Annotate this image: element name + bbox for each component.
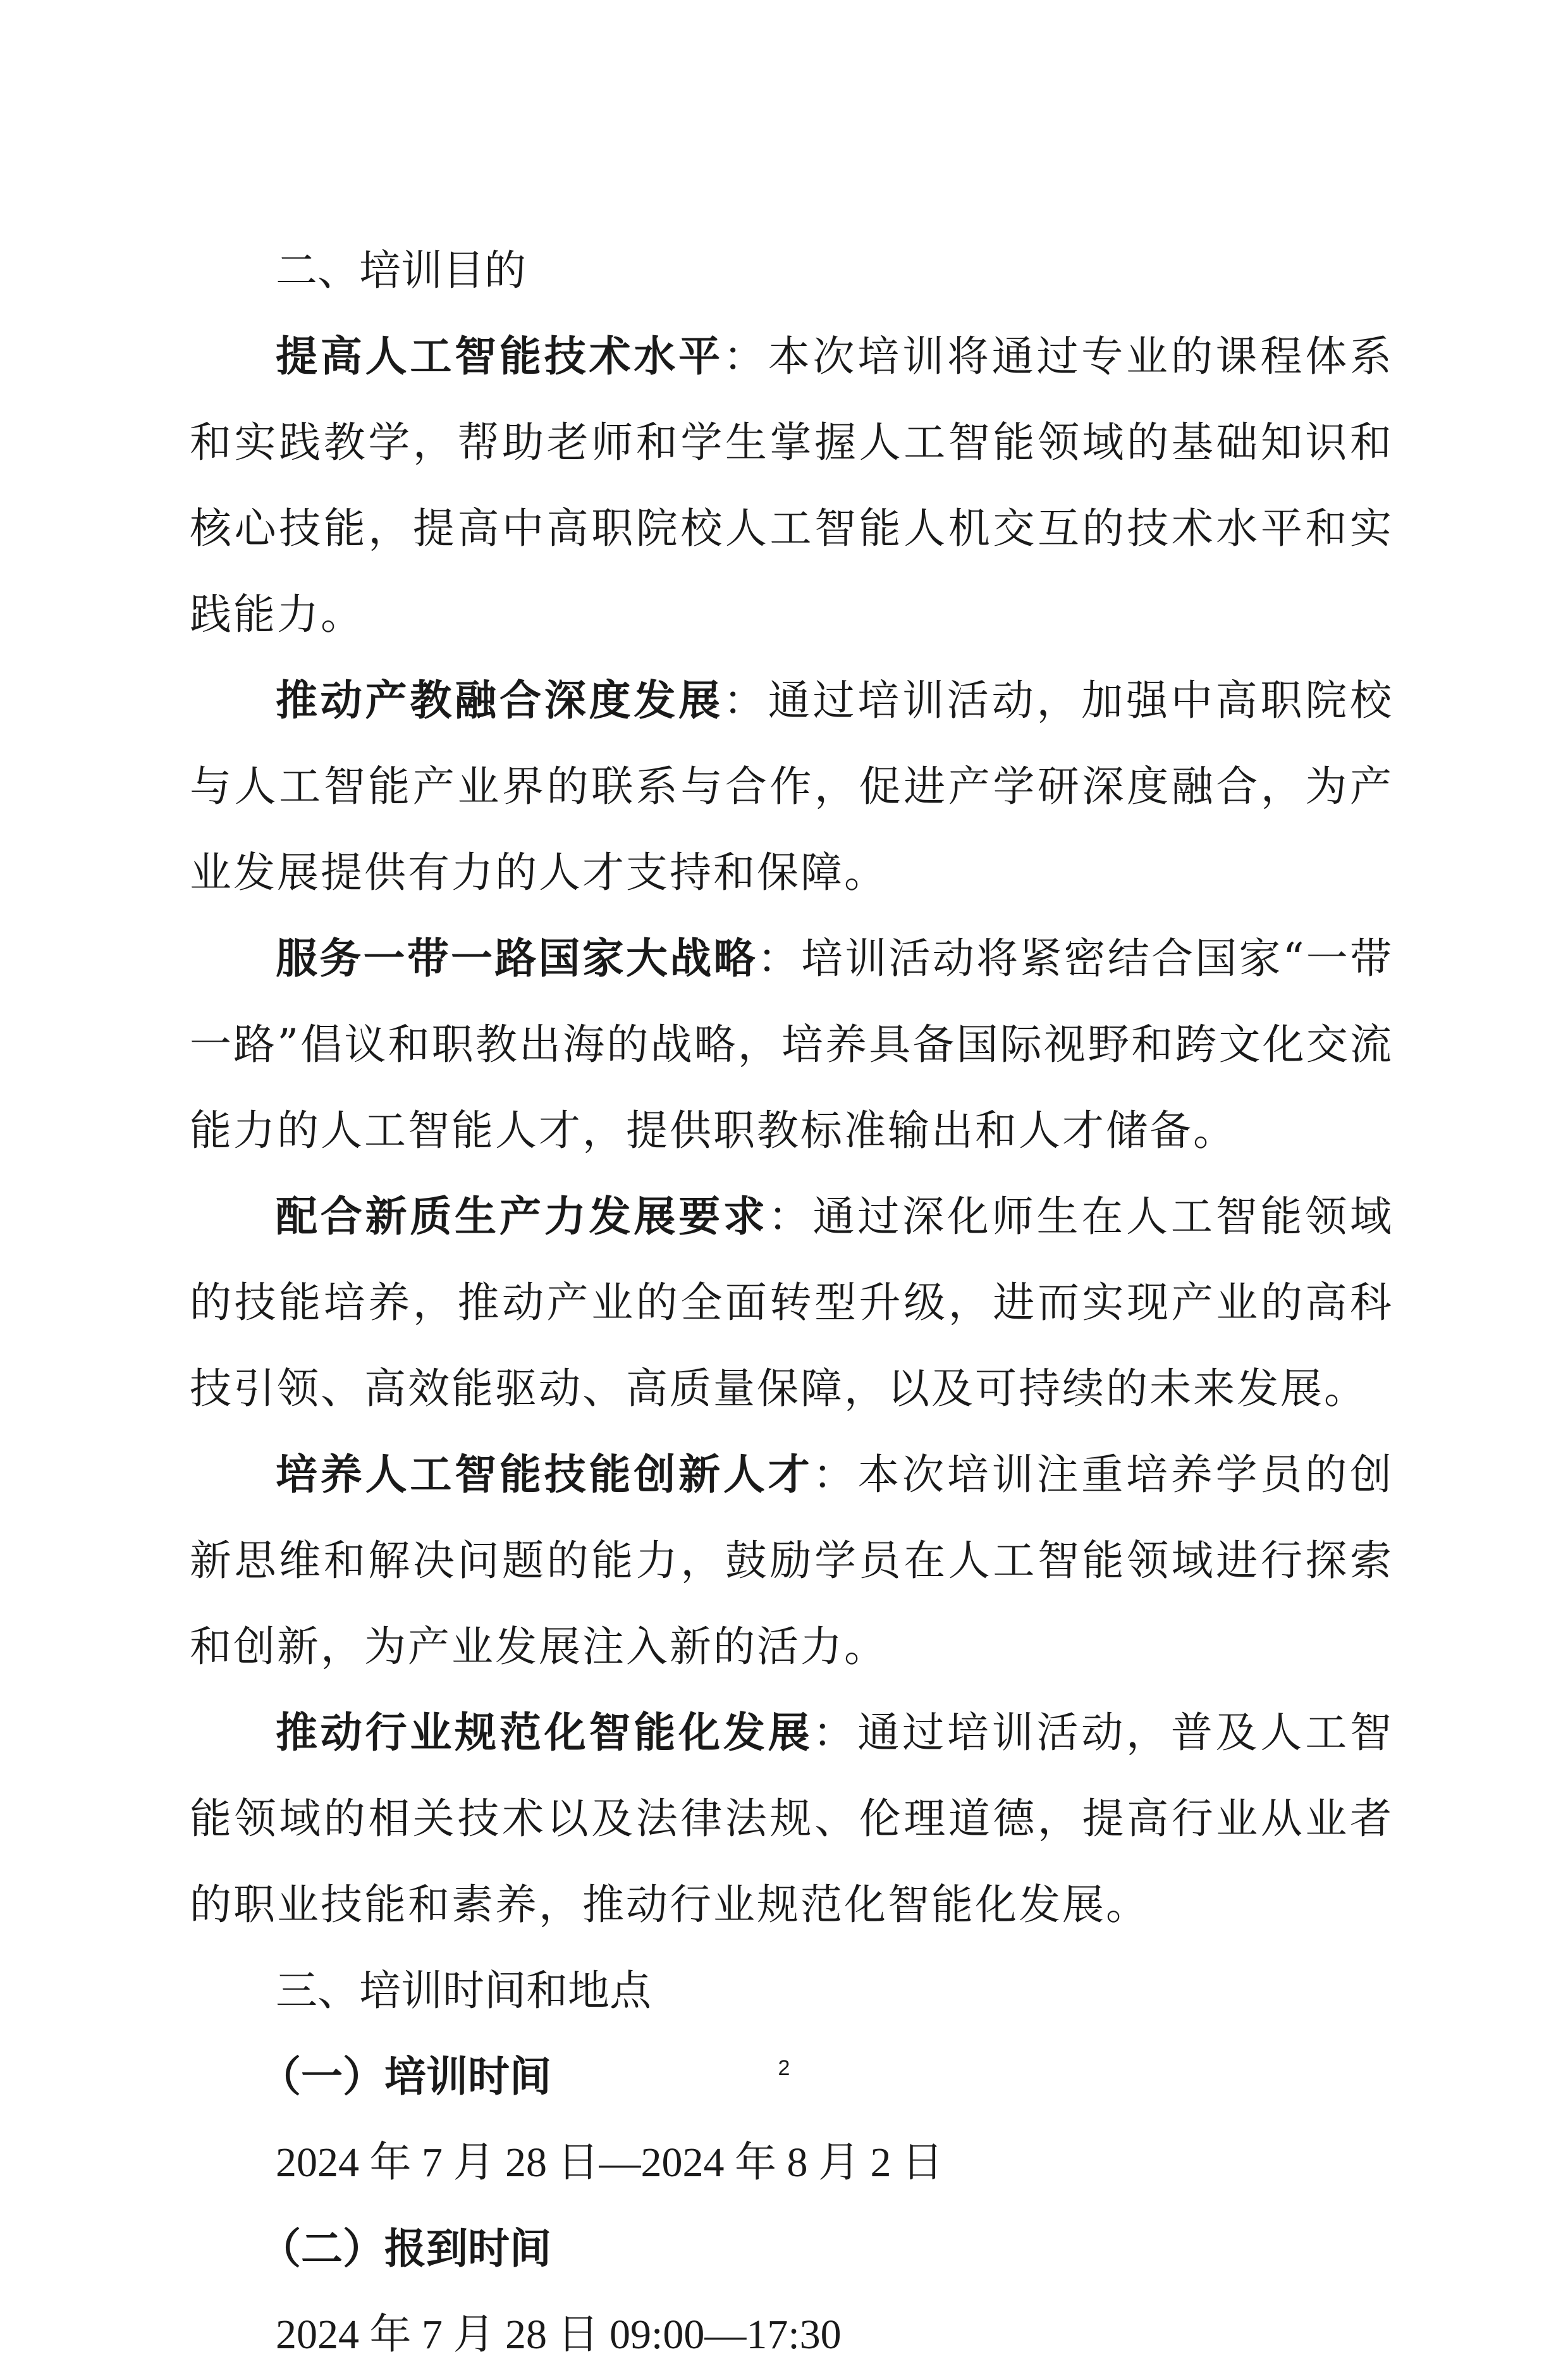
goal-separator: ：: [768, 1192, 813, 1241]
goal-paragraph: [190, 1174, 1393, 1432]
goal-paragraph: [190, 916, 1393, 1174]
goal-text: 通过深化师生在人工智能领域的技能培养，推动产业的全面转型升级，进而实现产业的高科技引领、高效能驱动、高质量保障，以及可持续的未来发展。: [190, 1192, 1394, 1413]
goal-separator: ：: [812, 1708, 858, 1757]
page-number: 2: [778, 2056, 790, 2080]
goal-separator: ：: [757, 934, 801, 983]
goal-text: 通过培训活动，加强中高职院校与人工智能产业界的联系与合作，促进产学研深度融合，为产业发展提供有力的人才支持和保障。: [190, 676, 1394, 897]
goal-lead: 提高人工智能技术水平: [276, 332, 723, 381]
goal-lead: 培养人工智能技能创新人才: [276, 1450, 813, 1499]
goal-text: 培训活动将紧密结合国家“一带一路”倡议和职教出海的战略，培养具备国际视野和跨文化交流能力的人工智能人才，提供职教标准输出和人才储备。: [190, 934, 1393, 1155]
goal-paragraph: [190, 314, 1393, 658]
goal-text: 本次培训将通过专业的课程体系和实践教学，帮助老师和学生掌握人工智能领域的基础知识和核心技能，提高中高职院校人工智能人机交互的技术水平和实践能力。: [190, 332, 1394, 639]
goal-text: 通过培训活动，普及人工智能领域的相关技术以及法律法规、伦理道德，提高行业从业者的职业技能和素养，推动行业规范化智能化发展。: [190, 1708, 1394, 1929]
goal-lead: 配合新质生产力发展要求: [276, 1192, 768, 1241]
goal-lead: 推动行业规范化智能化发展: [276, 1708, 813, 1757]
goal-lead: 推动产教融合深度发展: [276, 676, 723, 725]
registration-time-value: 2024 年 7 月 28 日 09:00—17:30: [276, 2312, 842, 2358]
goal-paragraph: [190, 1432, 1393, 1690]
sub-heading-registration-time: （二）报到时间: [259, 2224, 551, 2273]
goal-paragraph: [190, 658, 1393, 916]
goal-separator: ：: [812, 1450, 858, 1499]
goal-separator: ：: [723, 332, 768, 381]
sub-heading-training-time: （一）培训时间: [259, 2052, 551, 2101]
goal-paragraph: [190, 1690, 1393, 1948]
section-heading-purpose: 二、培训目的: [276, 246, 526, 295]
goal-lead: 服务一带一路国家大战略: [276, 934, 757, 983]
goal-separator: ：: [723, 676, 768, 725]
goal-text: 本次培训注重培养学员的创新思维和解决问题的能力，鼓励学员在人工智能领域进行探索和创新，为产业发展注入新的活力。: [190, 1450, 1394, 1671]
section-heading-time-place: 三、培训时间和地点: [276, 1966, 651, 2015]
training-time-value: 2024 年 7 月 28 日—2024 年 8 月 2 日: [276, 2140, 943, 2186]
